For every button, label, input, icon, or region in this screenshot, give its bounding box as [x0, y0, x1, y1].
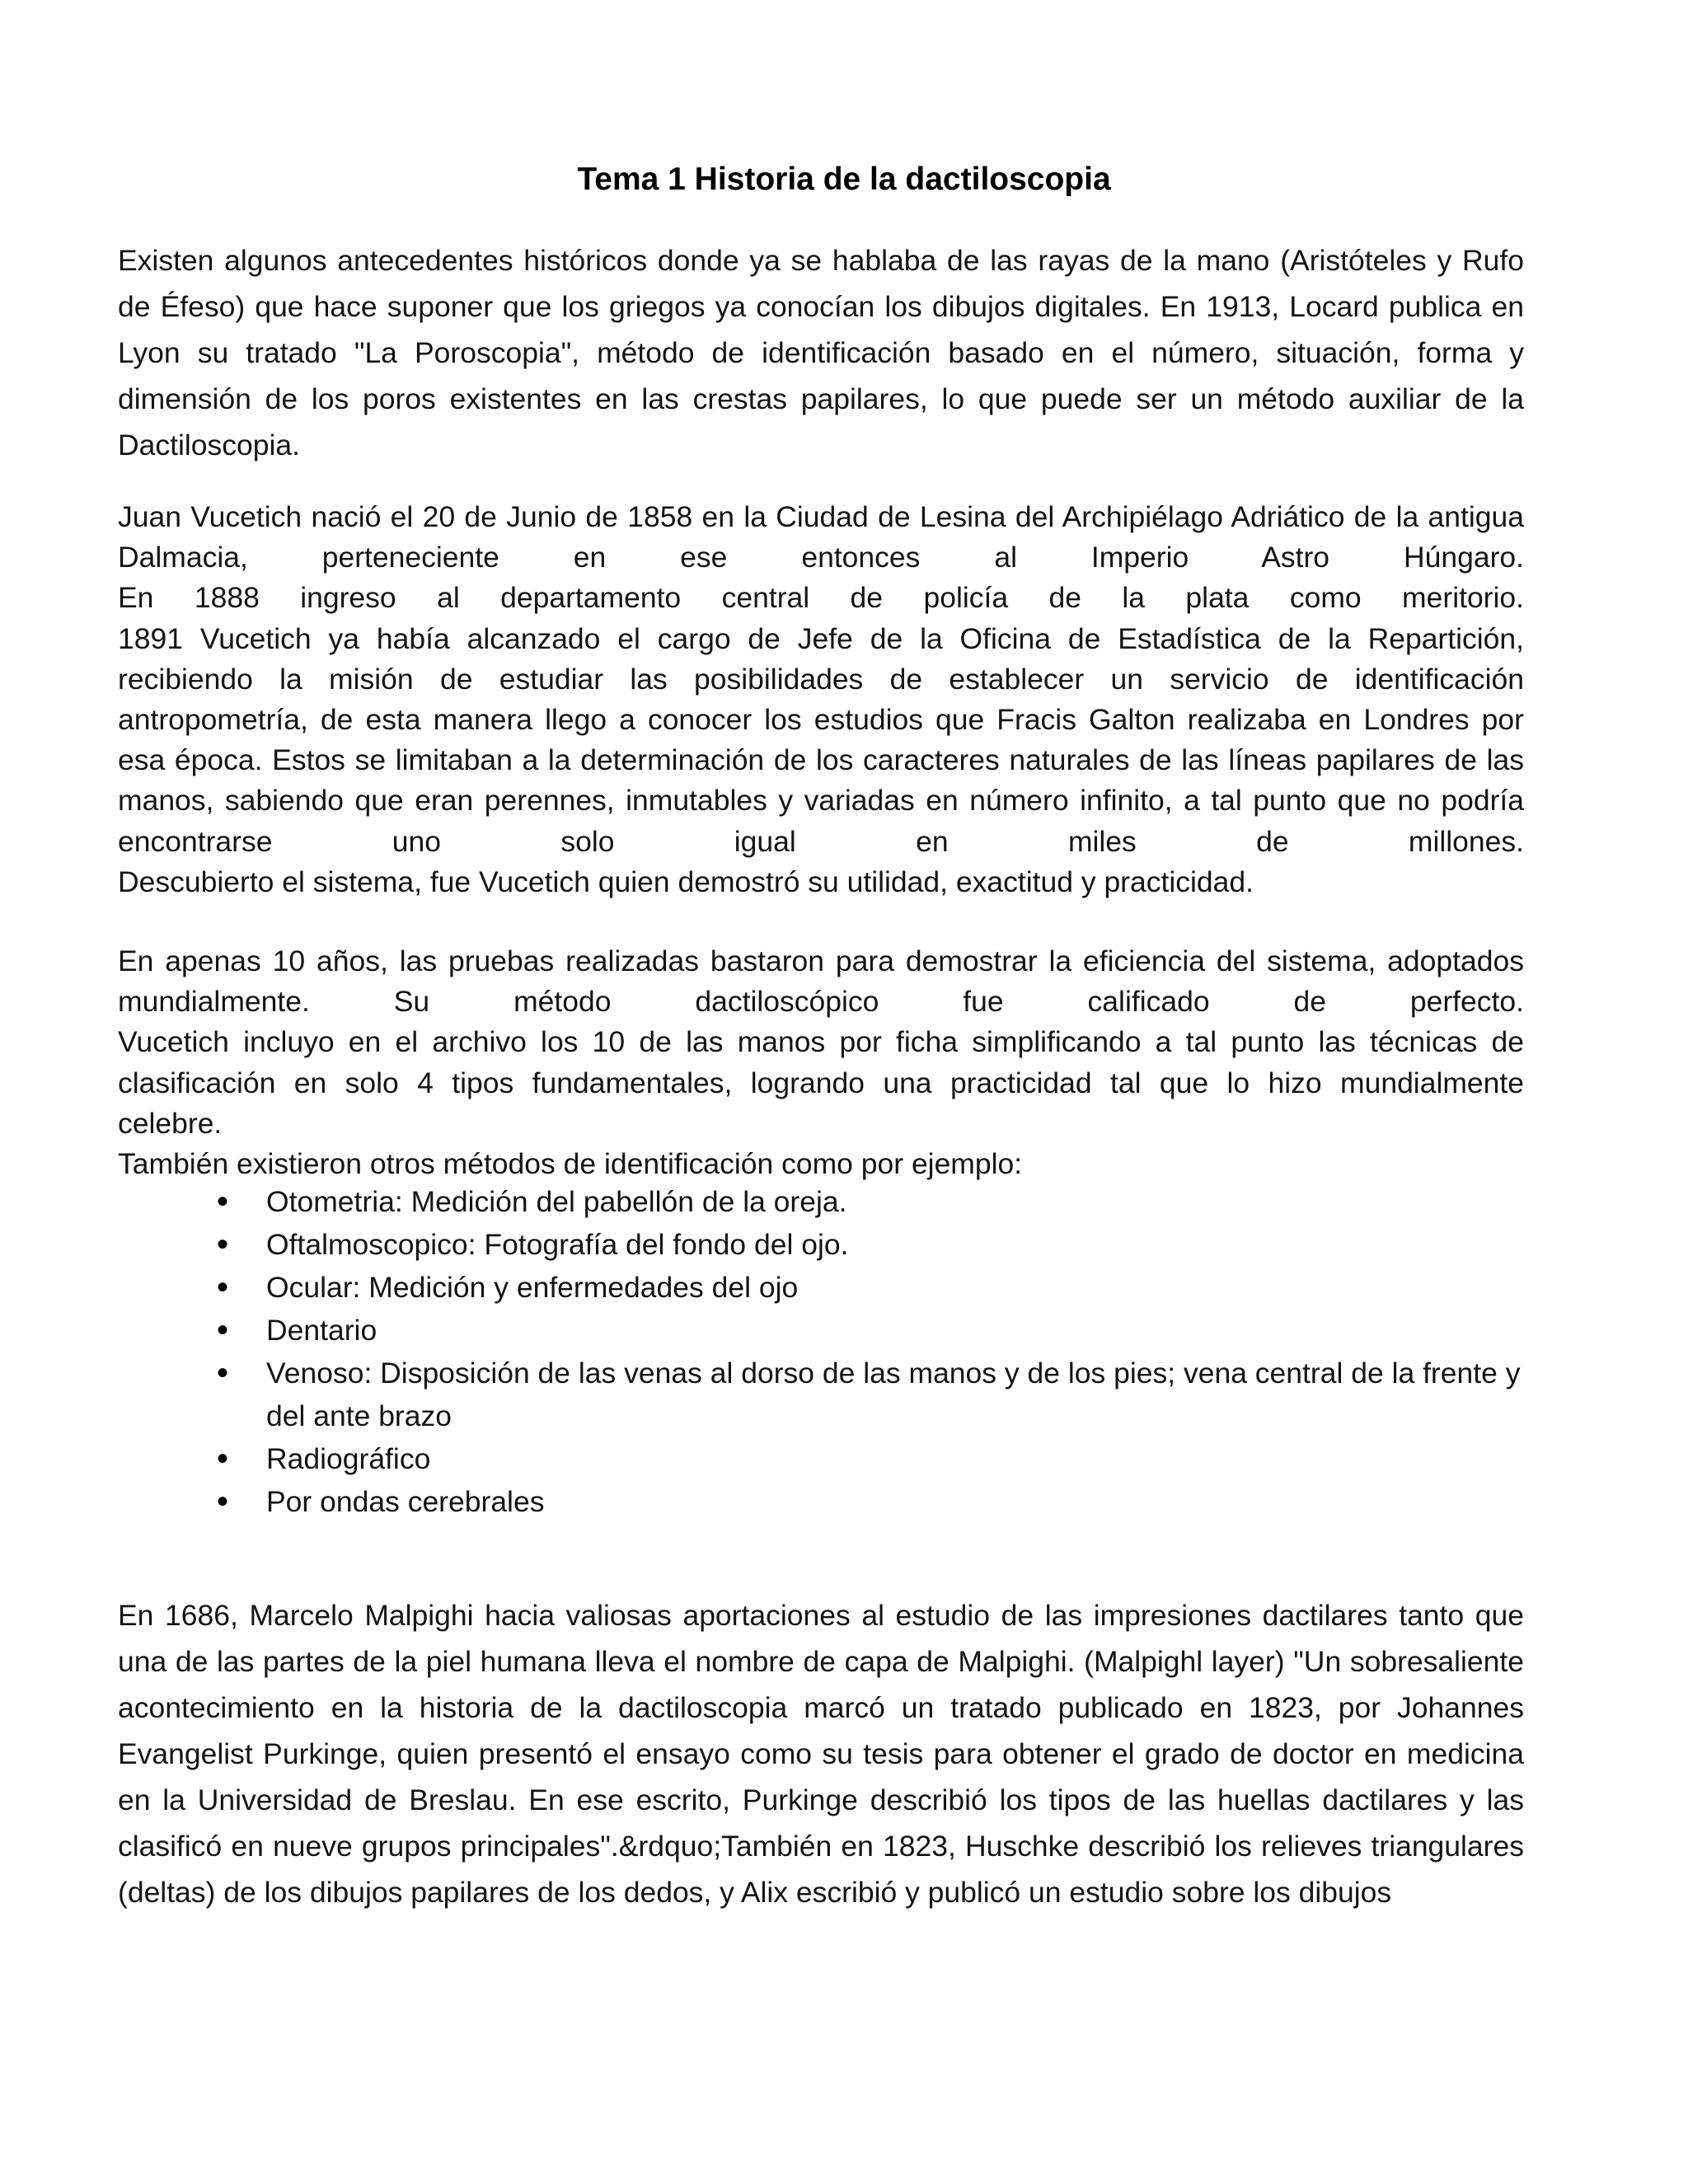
text-line: Descubierto el sistema, fue Vucetich quien demostró su utilidad, exactitud y practicidad. — [118, 865, 1254, 898]
text-line: antropometría, de esta manera llego a conocer los estudios que Fracis Galton realizaba en Londres por — [118, 703, 1524, 737]
list-item: • Venoso: Disposición de las venas al dorso de las manos y de los pies; vena central de la frente y del ante brazo — [118, 1352, 1524, 1437]
list-item: • Ocular: Medición y enfermedades del ojo — [118, 1266, 1524, 1309]
list-item: • Dentario — [118, 1309, 1524, 1352]
text-line: clasificación en solo 4 tipos fundamentales, logrando una practicidad tal que lo hizo mundialmente — [118, 1066, 1524, 1099]
list-item: • Oftalmoscopico: Fotografía del fondo del ojo. — [118, 1223, 1524, 1266]
page-title: Tema 1 Historia de la dactiloscopia — [577, 162, 1111, 197]
list-item: • Por ondas cerebrales — [118, 1480, 1524, 1523]
list-item: • Otometria: Medición del pabellón de la oreja. — [118, 1180, 1524, 1223]
text-line: esa época. Estos se limitaban a la determinación de los caracteres naturales de las líneas papilares de las — [118, 743, 1524, 777]
paragraph-vucetich — [118, 497, 1524, 902]
text-line: mundialmente. Su método dactiloscópico fue calificado de perfecto. — [118, 985, 1524, 1019]
text-line: manos, sabiendo que eran perennes, inmutables y variadas en número infinito, a tal punto que no podría — [118, 784, 1524, 818]
paragraph-eficiencia — [118, 941, 1524, 1184]
paragraph-antecedentes: Existen algunos antecedentes históricos donde ya se hablaba de las rayas de la mano (Aristóteles y Rufo de Éfeso) que hace suponer que los griegos ya conocían los dibujos digitales. En 1913, Locard publica en Lyon su tratado "La Poroscopia", método de identificación basado en el número, situación, forma y dimensión de los poros existentes en las crestas papilares, lo que puede ser un método auxiliar de la Dactiloscopia. — [118, 244, 1524, 462]
text-line: Vucetich incluyo en el archivo los 10 de las manos por ficha simplificando a tal punto las técnicas de — [118, 1025, 1524, 1059]
text-line: También existieron otros métodos de identificación como por ejemplo: — [118, 1147, 1023, 1181]
text-line: Juan Vucetich nació el 20 de Junio de 1858 en la Ciudad de Lesina del Archipiélago Adriático de la antigua — [118, 500, 1524, 533]
text-line: encontrarse uno solo igual en miles de millones. — [118, 824, 1524, 858]
paragraph-malpighi: En 1686, Marcelo Malpighi hacia valiosas aportaciones al estudio de las impresiones dactilares tanto que una de las partes de la piel humana lleva el nombre de capa de Malpighi. (Malpighl layer) "Un sobresaliente acontecimiento en la historia de la dactiloscopia marcó un tratado publicado en 1823, por Johannes Evangelist Purkinge, quien presentó el ensayo como su tesis para obtener el grado de doctor en medicina en la Universidad de Breslau. En ese escrito, Purkinge describió los tipos de las huellas dactilares y las clasificó en nueve grupos principales".&rdquo;También en 1823, Huschke describió los relieves triangulares (deltas) de los dibujos papilares de los dedos, y Alix escribió y publicó un estudio sobre los dibujos — [118, 1599, 1524, 1909]
text-line: celebre. — [118, 1106, 223, 1140]
text-line: recibiendo la misión de estudiar las posibilidades de establecer un servicio de identificación — [118, 662, 1524, 696]
text-line: En 1888 ingreso al departamento central de policía de la plata como meritorio. — [118, 581, 1524, 615]
text-line: En apenas 10 años, las pruebas realizadas bastaron para demostrar la eficiencia del sistema, adoptados — [118, 944, 1524, 977]
list-item: • Radiográfico — [118, 1437, 1524, 1480]
text-line: 1891 Vucetich ya había alcanzado el cargo de Jefe de la Oficina de Estadística de la Repartición, — [118, 621, 1524, 655]
text-line: Dalmacia, perteneciente en ese entonces al Imperio Astro Húngaro. — [118, 541, 1524, 574]
methods-list — [118, 1180, 1524, 1523]
